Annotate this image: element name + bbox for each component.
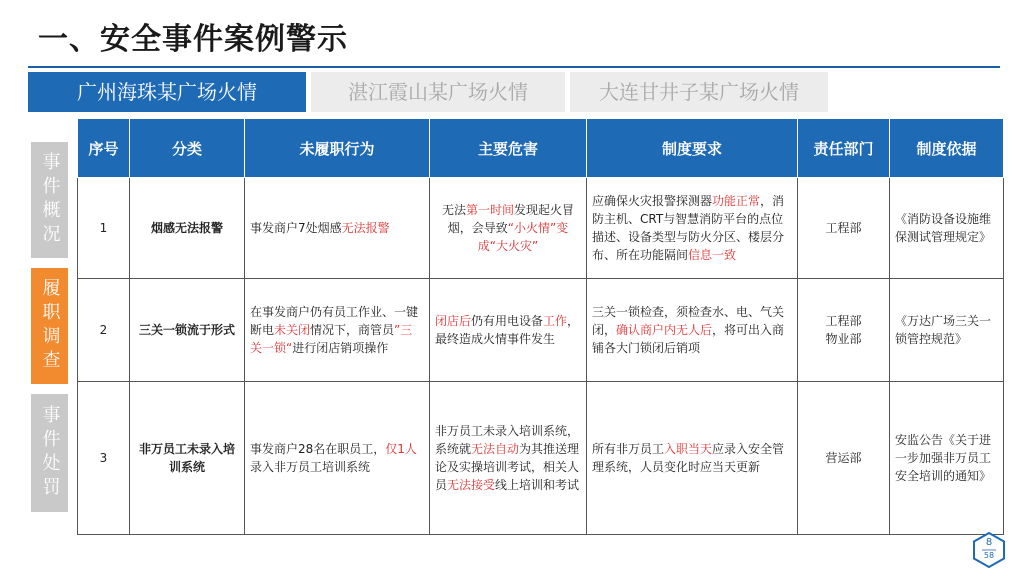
highlight-text: 功能正常 xyxy=(712,194,761,208)
body-text: 应确保火灾报警探测器 xyxy=(592,194,713,208)
cell-dept: 营运部 xyxy=(798,382,890,535)
page-title: 一、安全事件案例警示 xyxy=(38,22,348,57)
body-text: 所有非万员工 xyxy=(592,442,665,456)
tab-guangzhou[interactable]: 广州海珠某广场火情 xyxy=(28,72,306,112)
body-text: 进行闭店销项操作 xyxy=(292,341,389,355)
table-header-row xyxy=(78,119,1004,178)
cell-harm xyxy=(430,279,587,382)
body-text: ，消防主机、CRT与智慧消防平台的点位描述、设备类型与防火分区、楼层分布、所在功能隔间 xyxy=(592,194,785,262)
body-text: ，将可出入商铺各大门锁闭后销项 xyxy=(592,323,785,355)
body-text: 录入非万员工培训系统 xyxy=(250,460,371,474)
highlight-text: 第一时间 xyxy=(465,203,514,217)
body-text: 为其推送理论及实操培训考试，相关人员 xyxy=(435,442,580,492)
highlight-text: 入职当天 xyxy=(664,442,713,456)
cell-requirement xyxy=(587,382,798,535)
header-basis: 制度依据 xyxy=(890,119,1004,178)
header-behavior: 未履职行为 xyxy=(245,119,430,178)
body-text: 在事发商户仍有员工作业、一键断电 xyxy=(250,305,419,337)
case-table xyxy=(77,118,1004,535)
cell-harm xyxy=(430,178,587,279)
title-underline xyxy=(28,66,1000,68)
highlight-text: 确认商户内无人后 xyxy=(616,323,713,337)
table-row xyxy=(78,279,1004,382)
cell-behavior xyxy=(245,382,430,535)
highlight-text: 仅1人 xyxy=(385,442,417,456)
side-nav-event-overview[interactable]: 事件概况 xyxy=(31,142,68,258)
side-nav-duty-investigation[interactable]: 履职调查 xyxy=(31,268,68,384)
header-category: 分类 xyxy=(130,119,245,178)
tab-bar xyxy=(28,72,828,112)
highlight-text: 闭店后 xyxy=(435,314,472,328)
cell-basis: 《消防设备设施维保测试管理规定》 xyxy=(890,178,1004,279)
body-text: 非万员工未录入培训系统，系统就 xyxy=(435,424,580,456)
cell-harm xyxy=(430,382,587,535)
header-harm: 主要危害 xyxy=(430,119,587,178)
highlight-text: 工作 xyxy=(543,314,568,328)
tab-dalian[interactable]: 大连甘井子某广场火情 xyxy=(570,72,828,112)
cell-category: 三关一锁流于形式 xyxy=(130,279,245,382)
tab-zhanjiang[interactable]: 湛江霞山某广场火情 xyxy=(311,72,565,112)
cell-behavior xyxy=(245,178,430,279)
cell-no: 3 xyxy=(78,382,130,535)
body-text: 仍有用电设备 xyxy=(471,314,544,328)
cell-basis: 《万达广场三关一锁管控规范》 xyxy=(890,279,1004,382)
highlight-text: 无法报警 xyxy=(341,221,390,235)
page-total: 58 xyxy=(983,551,995,560)
cell-dept: 工程部 物业部 xyxy=(798,279,890,382)
body-text: 三关一锁检查，须检查水、电、气关闭， xyxy=(592,305,785,337)
side-nav-event-penalty[interactable]: 事件处罚 xyxy=(31,394,68,512)
highlight-text: 无法自动 xyxy=(471,442,520,456)
header-requirement: 制度要求 xyxy=(587,119,798,178)
highlight-text: ”三关一锁“ xyxy=(250,323,413,355)
table-row xyxy=(78,382,1004,535)
body-text: 无法 xyxy=(441,203,466,217)
body-text: 事发商户28名在职员工， xyxy=(250,442,386,456)
cell-no: 1 xyxy=(78,178,130,279)
cell-dept: 工程部 xyxy=(798,178,890,279)
highlight-text: 未关闭 xyxy=(274,323,311,337)
body-text: 线上培训和考试 xyxy=(495,478,580,492)
cell-basis: 安监公告《关于进一步加强非万员工安全培训的通知》 xyxy=(890,382,1004,535)
cell-no: 2 xyxy=(78,279,130,382)
header-dept: 责任部门 xyxy=(798,119,890,178)
cell-requirement xyxy=(587,178,798,279)
body-text: 情况下，商管员 xyxy=(310,323,395,337)
highlight-text: 信息一致 xyxy=(688,248,737,262)
cell-requirement xyxy=(587,279,798,382)
header-no: 序号 xyxy=(78,119,130,178)
body-text: ，最终造成火情事件发生 xyxy=(435,314,580,346)
body-text: 发现起火冒烟，会导致 xyxy=(447,203,575,235)
cell-category: 烟感无法报警 xyxy=(130,178,245,279)
table-row xyxy=(78,178,1004,279)
highlight-text: 无法接受 xyxy=(447,478,496,492)
page-current: 8 xyxy=(985,537,993,548)
body-text: 事发商户7处烟感 xyxy=(250,221,342,235)
body-text: 应录入安全管理系统，人员变化时应当天更新 xyxy=(592,442,785,474)
cell-category: 非万员工未录入培训系统 xyxy=(130,382,245,535)
cell-behavior xyxy=(245,279,430,382)
highlight-text: “小火情”变成“大火灾” xyxy=(477,221,569,253)
page-indicator xyxy=(972,532,1006,568)
